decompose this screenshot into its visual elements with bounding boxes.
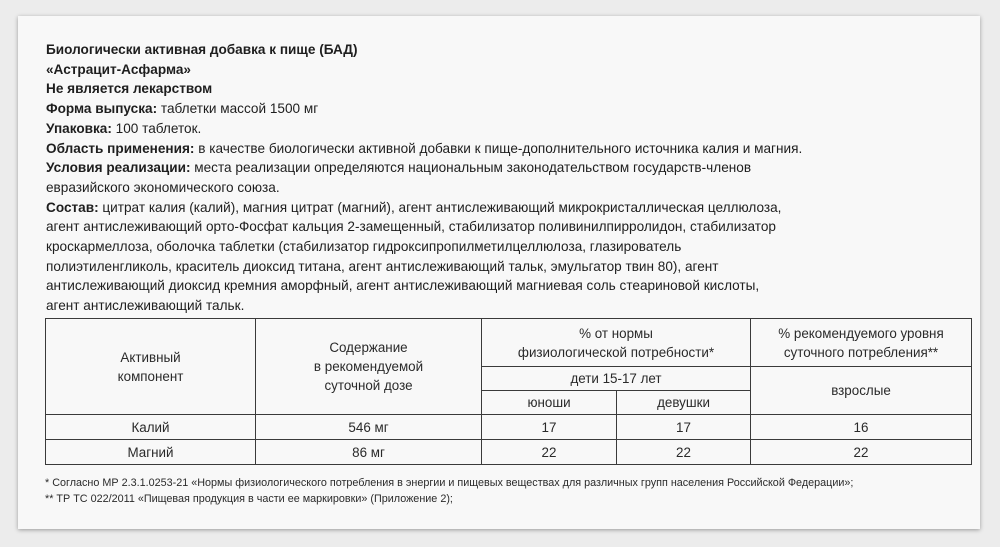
package-value: 100 таблеток.: [111, 120, 202, 136]
form-field: [46, 99, 966, 119]
header-norm-line-2: физиологической потребности*: [517, 344, 715, 360]
scope-value: в качестве биологически активной добавки к пище-дополнительного источника калия и магния.: [194, 140, 803, 156]
header-boys: юноши: [482, 391, 617, 415]
table-row: [46, 415, 972, 440]
composition-line-2: агент антислеживающий орто-Фосфат кальция 2-замещенный, стабилизатор поливинилпирролидон, стабилизатор: [46, 219, 776, 235]
label-text: [46, 40, 966, 316]
header-dose-line-3: суточной дозе: [324, 378, 413, 393]
header-recommended: [751, 319, 972, 367]
composition-label: Состав:: [46, 199, 99, 215]
title-line-2: «Астрацит-Асфарма»: [46, 61, 191, 77]
scope-label: Область применения:: [46, 140, 195, 156]
title-line-1: Биологически активная добавка к пище (БАД): [46, 42, 358, 57]
header-dose-line-2: в рекомендуемой: [313, 359, 424, 374]
header-norm: [482, 319, 751, 367]
row-boys: 22: [482, 440, 617, 465]
row-boys: 17: [482, 415, 617, 440]
row-girls: 17: [617, 415, 751, 440]
title-line-3: Не является лекарством: [46, 81, 213, 97]
sale-label: Условия реализации:: [46, 160, 191, 176]
header-children: дети 15-17 лет: [482, 367, 751, 391]
sale-value-1: места реализации определяются национальным законодательством государств-членов: [190, 160, 752, 176]
header-recommended-line-2: суточного потребления**: [783, 344, 939, 360]
row-dose: 546 мг: [256, 415, 482, 440]
row-adults: 22: [751, 440, 972, 465]
row-component: Калий: [46, 415, 256, 440]
header-component-line-1: Активный: [120, 349, 181, 365]
header-dose-line-1: Содержание: [329, 340, 408, 355]
header-recommended-line-1: % рекомендуемого уровня: [778, 325, 944, 341]
row-component: Магний: [46, 440, 256, 465]
table-row: [46, 440, 972, 465]
row-dose: 86 мг: [256, 440, 482, 465]
header-component: [46, 319, 256, 415]
row-girls: 22: [617, 440, 751, 465]
composition-field: [46, 198, 966, 218]
form-value: таблетки массой 1500 мг: [157, 101, 319, 117]
row-adults: 16: [751, 415, 972, 440]
package-field: [46, 119, 966, 139]
header-dose: [256, 319, 482, 415]
sale-value-2: евразийского экономического союза.: [46, 179, 280, 195]
sale-field: [46, 158, 966, 178]
header-girls: девушки: [617, 391, 751, 415]
composition-line-4: полиэтиленгликоль, краситель диоксид титана, агент антислеживающий тальк, эмульгатор твин 80), агент: [46, 258, 719, 274]
nutrition-table: [45, 318, 972, 465]
header-adults: взрослые: [751, 367, 972, 415]
package-label: Упаковка:: [46, 120, 112, 136]
form-label: Форма выпуска:: [46, 101, 158, 117]
footnote-1: * Согласно МР 2.3.1.0253-21 «Нормы физиологического потребления в энергии и пищевых веществах для различных групп населения Российской Федерации»;: [45, 477, 854, 489]
composition-line-6: агент антислеживающий тальк.: [46, 298, 245, 314]
composition-line-3: кроскармеллоза, оболочка таблетки (стабилизатор гидроксипропилметилцеллюлоза, глазирователь: [46, 239, 682, 255]
footnote-2: ** ТР ТС 022/2011 «Пищевая продукция в части ее маркировки» (Приложение 2);: [45, 493, 453, 505]
header-norm-line-1: % от нормы: [579, 325, 653, 341]
composition-line-1: цитрат калия (калий), магния цитрат (магний), агент антислеживающий микрокристаллическая целлюлоза,: [98, 199, 782, 215]
label-card: [18, 16, 980, 529]
header-component-line-2: компонент: [117, 368, 184, 384]
composition-line-5: антислеживающий диоксид кремния аморфный, агент антислеживающий магниевая соль стеариновой кислоты,: [46, 278, 760, 294]
scope-field: [46, 139, 966, 159]
